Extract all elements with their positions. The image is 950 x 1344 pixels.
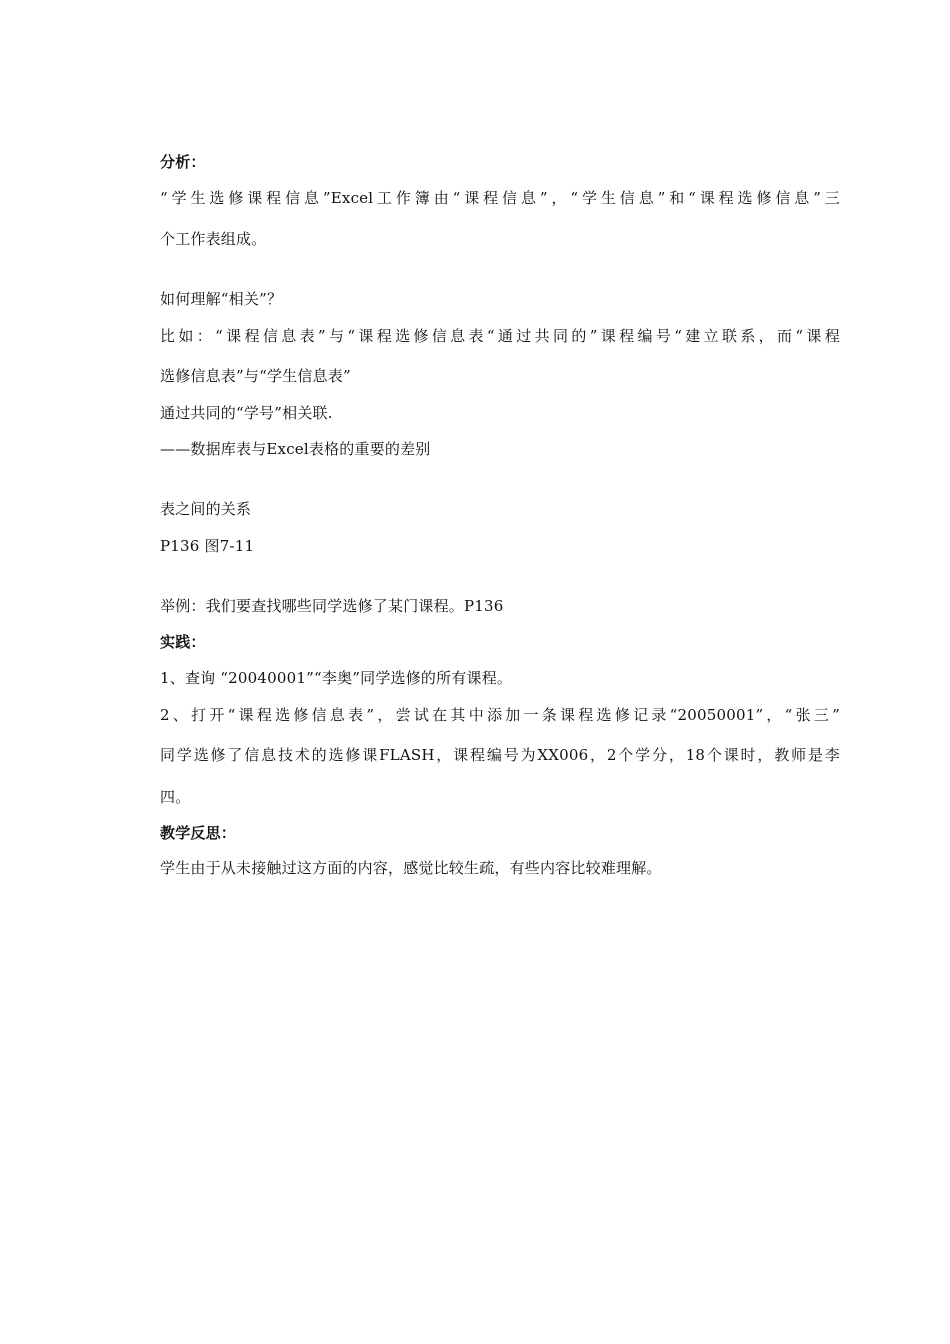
relation-title: 表之间的关系 bbox=[160, 500, 252, 518]
practice-item-2-line-1: 2、打开“课程选修信息表”，尝试在其中添加一条课程选修记录“20050001”，“张三” bbox=[160, 706, 840, 724]
practice-heading: 实践： bbox=[160, 633, 206, 651]
reflection-heading: 教学反思： bbox=[160, 824, 237, 842]
practice-item-2-line-2: 同学选修了信息技术的选修课FLASH，课程编号为XX006，2个学分，18个课时，教师是李 bbox=[160, 746, 840, 764]
reflection-text: 学生由于从未接触过这方面的内容，感觉比较生疏，有些内容比较难理解。 bbox=[160, 859, 662, 877]
analysis-heading: 分析： bbox=[160, 153, 206, 171]
question-line: 如何理解“相关”？ bbox=[160, 290, 283, 308]
example-line-2: 选修信息表”与“学生信息表” bbox=[160, 367, 351, 385]
relation-reference: P136 图7-11 bbox=[160, 537, 255, 555]
practice-item-1: 1、查询 “20040001”“李奥”同学选修的所有课程。 bbox=[160, 669, 513, 687]
example-line-4: ——数据库表与Excel表格的重要的差别 bbox=[160, 440, 431, 458]
example-line-1: 比如：“课程信息表”与“课程选修信息表“通过共同的”课程编号“建立联系，而“课程 bbox=[160, 327, 840, 345]
case-line: 举例：我们要查找哪些同学选修了某门课程。P136 bbox=[160, 597, 504, 615]
practice-item-2-line-3: 四。 bbox=[160, 788, 191, 806]
analysis-paragraph-line-2: 个工作表组成。 bbox=[160, 230, 267, 248]
analysis-paragraph-line-1: “学生选修课程信息”Excel工作簿由“课程信息”，“学生信息”和“课程选修信息”三 bbox=[160, 189, 840, 207]
example-line-3: 通过共同的“学号”相关联. bbox=[160, 404, 333, 422]
